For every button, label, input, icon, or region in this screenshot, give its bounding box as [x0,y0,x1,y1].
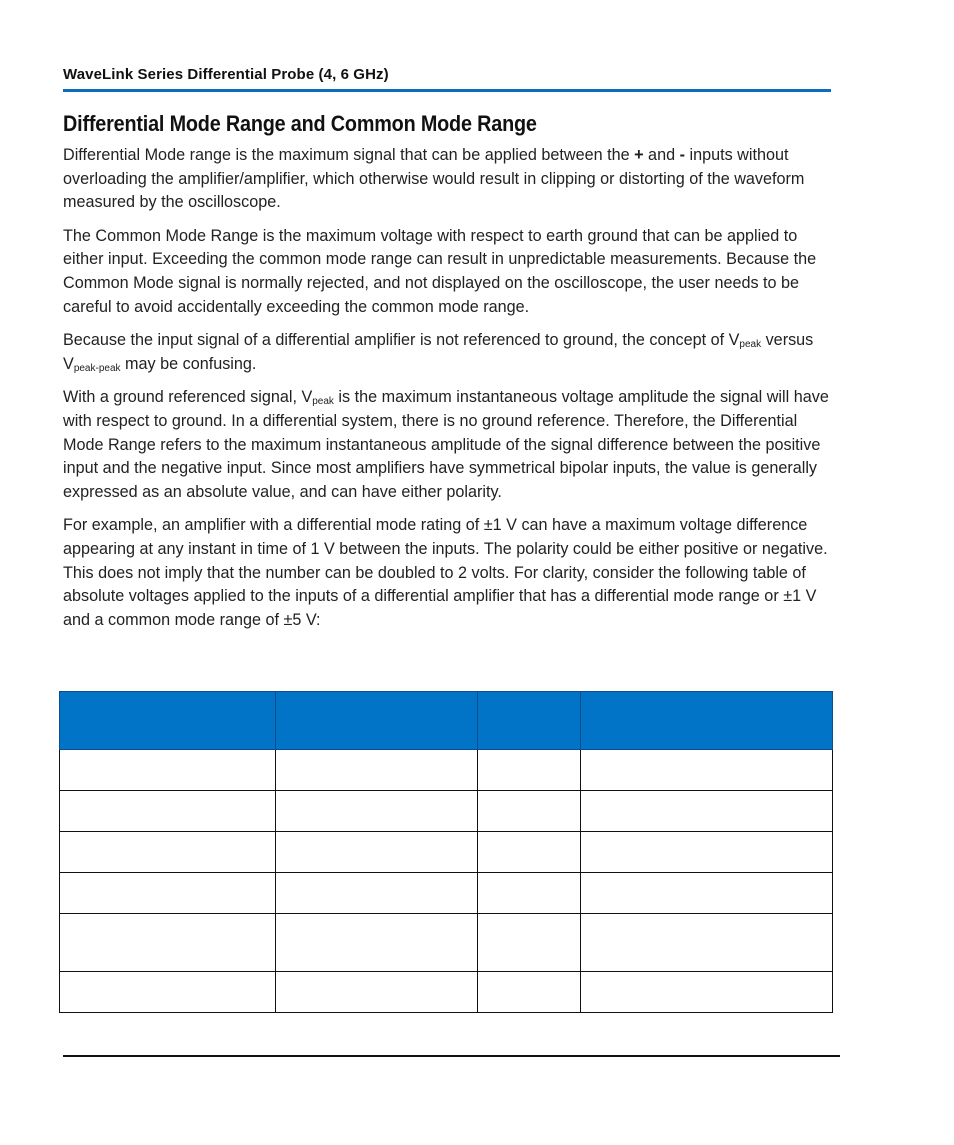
table-header-cell [276,692,478,750]
paragraph-2: The Common Mode Range is the maximum voltage with respect to earth ground that can be applied to either input. Exceeding the common mode range can result in unpredictable measurements. Because the Common Mode signal is normally rejected, and not displayed on the oscilloscope, the user needs to be careful to avoid accidentally exceeding the common mode range. [63,226,817,316]
paragraph-3 [63,329,838,376]
running-header: WaveLink Series Differential Probe (4, 6 GHz) [63,66,389,83]
table-row [60,914,833,972]
table-header-row [60,692,833,750]
table-cell [478,791,581,832]
table-row [60,791,833,832]
table-header-cell [60,692,276,750]
table-cell [276,750,478,791]
paragraph-4 [63,386,838,504]
plus-symbol: + [634,146,644,164]
table-cell [478,873,581,914]
table-cell [276,791,478,832]
voltage-table [59,691,833,1013]
table-cell [581,832,833,873]
table-cell [581,972,833,1013]
table-cell [581,914,833,972]
paragraph-5: For example, an amplifier with a differential mode rating of ±1 V can have a maximum voltage difference appearing at any instant in time of 1 V between the inputs. The polarity could be either positive or negative. This does not imply that the number can be doubled to 2 volts. For clarity, consider the following table of absolute voltages applied to the inputs of a differential amplifier that has a differential mode range or ±1 V and a common mode range of ±5 V: [63,516,828,629]
table-header-cell [478,692,581,750]
p4-text-a: With a ground referenced signal, V [63,388,313,407]
table-cell [60,914,276,972]
p3-text-a: Because the input signal of a differential amplifier is not referenced to ground, the concept of V [63,331,740,350]
table-cell [581,873,833,914]
table-cell [478,914,581,972]
table-header-cell [581,692,833,750]
table-cell [60,750,276,791]
p4-subscript-peak: peak [312,396,334,408]
p4-text-b: is the maximum instantaneous voltage amplitude the signal will have with respect to ground. In a differential system, there is no ground reference. Therefore, the Differential Mode Range refers to the maximum instantaneous amplitude of the signal difference between the positive input and the negative input. Since most amplifiers have symmetrical bipolar inputs, the value is generally expressed as an absolute value, and can have either polarity. [63,388,829,501]
p1-text-c: inputs without overloading the amplifier/amplifier, which otherwise would result in clipping or distorting of the waveform measured by the oscilloscope. [63,146,805,212]
table-row [60,972,833,1013]
minus-symbol: - [679,146,685,164]
p3-subscript-peak-peak: peak-peak [73,362,121,374]
table-cell [276,972,478,1013]
p3-text-b: versus V [63,331,814,373]
paragraph-1 [63,144,838,215]
table-cell [581,750,833,791]
footer-rule [63,1055,840,1057]
p1-text-a: Differential Mode range is the maximum signal that can be applied between the [63,146,635,164]
p3-text-c: may be confusing. [120,354,257,373]
table-cell [478,750,581,791]
table-row [60,750,833,791]
table-cell [478,832,581,873]
table-cell [276,873,478,914]
header-rule [63,89,831,92]
p3-subscript-peak: peak [739,339,762,351]
table-cell [276,832,478,873]
section-title: Differential Mode Range and Common Mode Range [63,111,537,136]
p1-text-b: and [643,146,680,164]
table-cell [60,791,276,832]
table-row [60,832,833,873]
table-cell [60,972,276,1013]
table-cell [60,832,276,873]
table-cell [478,972,581,1013]
table-cell [60,873,276,914]
table-row [60,873,833,914]
body-text [63,144,838,642]
table-cell [581,791,833,832]
table-cell [276,914,478,972]
